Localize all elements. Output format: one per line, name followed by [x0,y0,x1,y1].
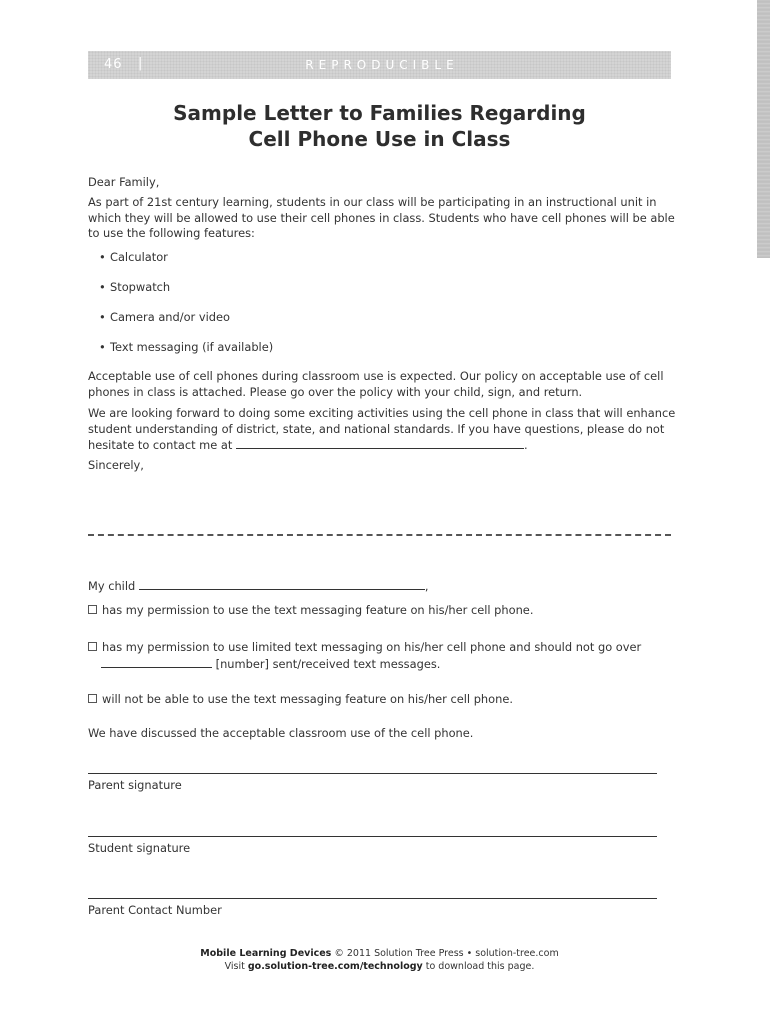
parent-contact-line[interactable] [88,898,657,899]
parent-contact-label: Parent Contact Number [88,903,222,917]
footer-copyright [88,947,671,960]
banner-label: REPRODUCIBLE [305,58,459,72]
feature-label: Text messaging (if available) [110,340,274,354]
discussed-statement: We have discussed the acceptable classroom use of the cell phone. [88,726,474,740]
feature-item: • Camera and/or video [99,310,230,324]
feature-label: Calculator [110,250,168,264]
option-limited-label: has my permission to use limited text messaging on his/her cell phone and should not go over [102,640,642,654]
footer-copyright-text: © 2011 Solution Tree Press • solution-tree.com [331,948,559,959]
letter-paragraph-2: Acceptable use of cell phones during classroom use is expected. Our policy on acceptable use of cell phones in class is attached. Please go over the policy with your child, sign, and return. [88,369,664,399]
scan-edge-strip [757,0,770,258]
checkbox-full-permission[interactable] [88,605,97,614]
parent-signature-label: Parent signature [88,778,182,792]
footer-visit: Visit [224,961,248,972]
option-full-label: has my permission to use the text messaging feature on his/her cell phone. [102,603,534,617]
feature-item: • Stopwatch [99,280,171,294]
footer-download-text: to download this page. [422,961,535,972]
letter-closing: Sincerely, [88,458,144,472]
paragraph-3-text: We are looking forward to doing some exciting activities using the cell phone in class that will enhance student understanding of district, state, and national standards. If you have questions, please do not hesitate to contact me at [88,406,676,452]
checkbox-no-permission[interactable] [88,694,97,703]
footer-url[interactable]: go.solution-tree.com/technology [247,961,423,972]
contact-blank[interactable] [236,437,524,449]
parent-signature-line[interactable] [88,773,657,774]
page-title [88,100,671,152]
footer-book-title: Mobile Learning Devices [200,948,332,959]
cut-line [88,534,671,536]
feature-item: • Text messaging (if available) [99,340,274,354]
child-line [88,578,678,595]
option-none-label: will not be able to use the text messaging feature on his/her cell phone. [102,692,513,706]
reproducible-banner [88,51,671,79]
limited-count-line [101,656,601,673]
limited-count-label: [number] sent/received text messages. [215,657,441,671]
feature-item: • Calculator [99,250,168,264]
letter-paragraph-1: As part of 21st century learning, students in our class will be participating in an instructional unit in which they will be allowed to use their cell phones in class. Students who have cell phones will be able to use the following features: [88,195,675,240]
letter-greeting: Dear Family, [88,175,160,189]
title-line-2: Cell Phone Use in Class [248,127,511,151]
page-number: 46 [104,57,123,72]
child-name-blank[interactable] [139,578,425,590]
permission-option-limited [88,640,678,656]
child-line-end: , [424,579,429,593]
feature-label: Camera and/or video [110,310,230,324]
banner-separator: | [138,56,143,71]
feature-label: Stopwatch [110,280,171,294]
footer-download [88,960,671,973]
letter-paragraph-3 [88,406,678,454]
permission-option-full [88,603,678,619]
paragraph-3-end: . [523,438,528,452]
student-signature-line[interactable] [88,836,657,837]
student-signature-label: Student signature [88,841,191,855]
checkbox-limited-permission[interactable] [88,642,97,651]
message-count-blank[interactable] [101,656,212,668]
title-line-1: Sample Letter to Families Regarding [173,101,586,125]
child-label: My child [88,579,136,593]
permission-option-none [88,692,678,708]
